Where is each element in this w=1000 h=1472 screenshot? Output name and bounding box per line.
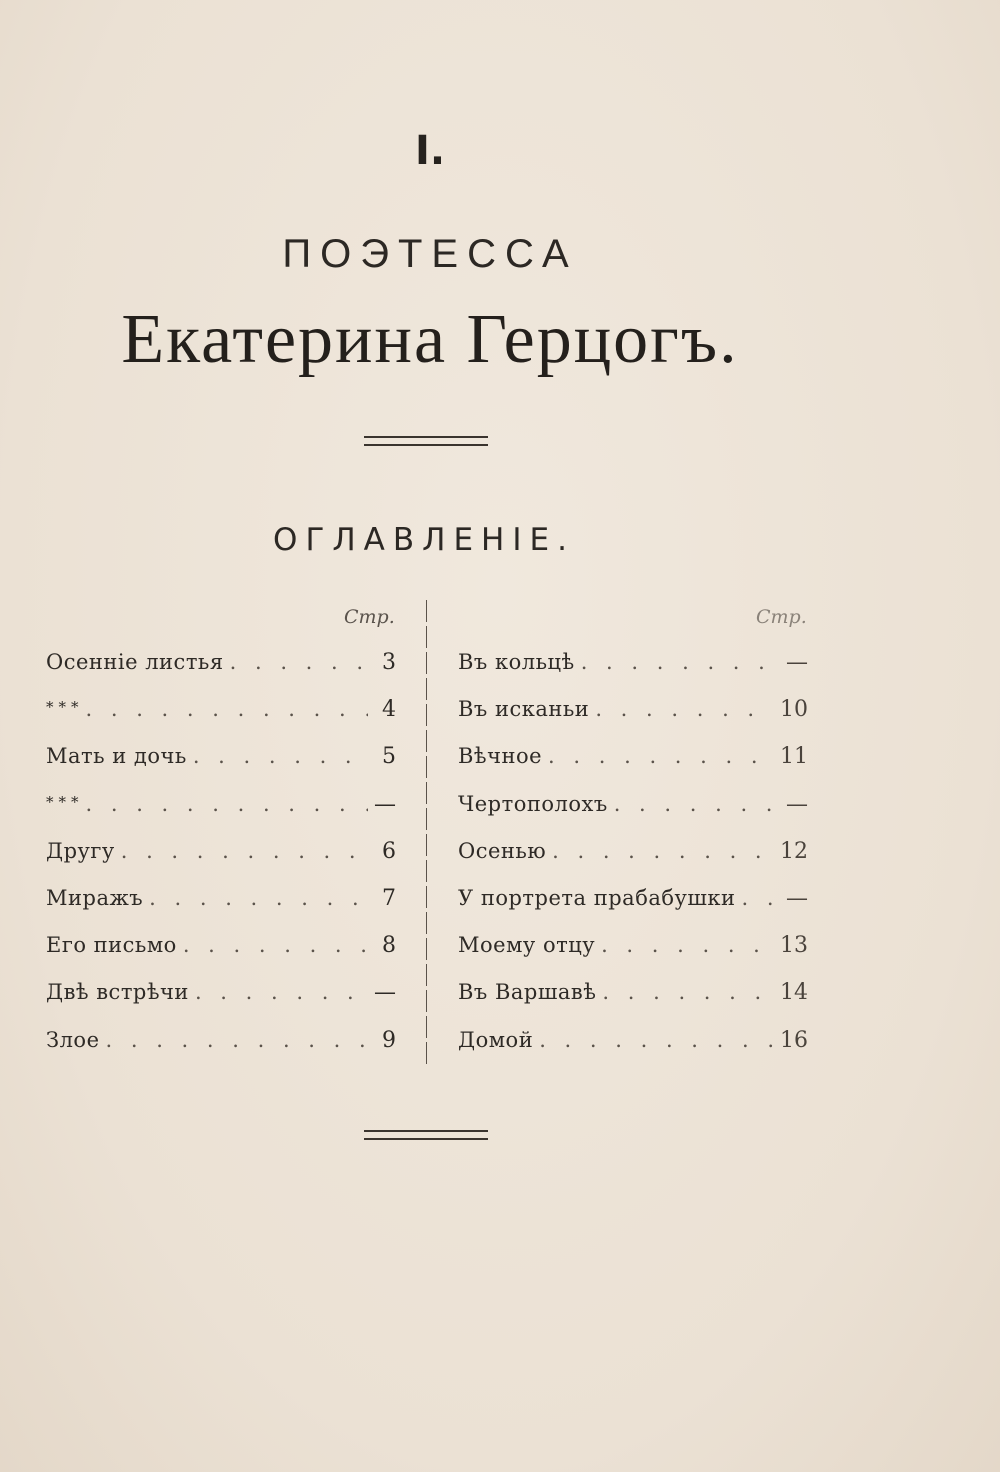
toc-entry bbox=[46, 650, 396, 697]
leader-dots bbox=[106, 1028, 369, 1052]
leader-dots bbox=[86, 697, 369, 721]
toc-entry-page: — bbox=[786, 650, 808, 675]
toc-entry bbox=[458, 933, 808, 980]
author-name: Екатерина Герцогъ. bbox=[121, 301, 739, 378]
toc-entry-page: 14 bbox=[780, 980, 808, 1006]
toc-entry-title: Осенью bbox=[458, 838, 547, 863]
toc-entry-page: 3 bbox=[382, 650, 396, 675]
toc-entry-title: Злое bbox=[46, 1027, 100, 1052]
contents-title: ОГЛАВЛЕНІЕ. bbox=[273, 522, 575, 558]
toc-entry bbox=[458, 980, 808, 1027]
leader-dots bbox=[548, 744, 774, 768]
toc-entry bbox=[46, 933, 396, 980]
toc-entry-title: Чертополохъ bbox=[458, 791, 608, 816]
toc-entry-page: — bbox=[786, 885, 808, 911]
toc-entry bbox=[46, 839, 396, 886]
toc-entry-title: Его письмо bbox=[46, 933, 177, 958]
toc-left-column bbox=[46, 650, 396, 1120]
leader-dots bbox=[595, 697, 774, 721]
toc-entry-page: 6 bbox=[382, 838, 396, 864]
leader-dots bbox=[195, 980, 368, 1004]
section-number: I. bbox=[414, 128, 446, 174]
toc-entry bbox=[46, 697, 396, 744]
leader-dots bbox=[230, 650, 368, 674]
toc-entry-title: Въ кольцѣ bbox=[458, 650, 575, 674]
toc-entry bbox=[46, 792, 396, 839]
double-rule-bottom bbox=[364, 1130, 488, 1140]
toc-entry-page: — bbox=[374, 980, 396, 1006]
toc-entry-title: Другу bbox=[46, 838, 115, 863]
toc-entry bbox=[458, 1028, 808, 1075]
leader-dots bbox=[742, 886, 780, 910]
leader-dots bbox=[149, 886, 368, 910]
toc-entry-title: Моему отцу bbox=[458, 933, 596, 958]
page-column-label-left: Стр. bbox=[344, 606, 395, 628]
toc-entry-title: Въ Варшавѣ bbox=[458, 980, 597, 1005]
leader-dots bbox=[539, 1028, 774, 1052]
toc-entry-page: 12 bbox=[780, 838, 808, 864]
toc-entry bbox=[458, 697, 808, 744]
toc-entry-title: Мать и дочь bbox=[46, 744, 187, 769]
column-divider bbox=[426, 600, 427, 1068]
leader-dots bbox=[121, 839, 368, 863]
toc-entry-page: 4 bbox=[382, 697, 396, 723]
toc-entry-page: 8 bbox=[382, 933, 396, 959]
toc-entry bbox=[458, 744, 808, 791]
toc-entry-page: — bbox=[786, 791, 808, 817]
leader-dots bbox=[614, 792, 780, 816]
toc-entry bbox=[458, 792, 808, 839]
toc-entry-title: Осенніе листья bbox=[46, 650, 224, 674]
toc-entry-title: Въ исканьи bbox=[458, 697, 590, 722]
toc-entry bbox=[458, 839, 808, 886]
toc-entry-title: * * * bbox=[46, 792, 80, 811]
toc-entry-page: 11 bbox=[780, 744, 808, 770]
toc-entry-page: 9 bbox=[382, 1027, 396, 1053]
toc-entry bbox=[46, 980, 396, 1027]
leader-dots bbox=[602, 980, 774, 1004]
toc-entry bbox=[458, 650, 808, 697]
leader-dots bbox=[552, 839, 774, 863]
toc-entry bbox=[46, 744, 396, 791]
leader-dots bbox=[183, 933, 368, 957]
toc-entry-title: Двѣ встрѣчи bbox=[46, 980, 189, 1005]
leader-dots bbox=[581, 650, 780, 674]
toc-entry-page: 7 bbox=[382, 885, 396, 911]
leader-dots bbox=[86, 792, 369, 816]
author-subtitle: ПОЭТЕССА bbox=[282, 232, 578, 276]
toc-entry bbox=[458, 886, 808, 933]
toc-entry-title: * * * bbox=[46, 698, 80, 717]
toc-entry-page: 10 bbox=[780, 697, 808, 723]
toc-entry bbox=[46, 886, 396, 933]
toc-entry-page: 16 bbox=[780, 1027, 808, 1053]
page-column-label-right: Стр. bbox=[756, 606, 807, 628]
toc-entry-page: 13 bbox=[780, 933, 808, 959]
toc-entry bbox=[46, 1028, 396, 1075]
double-rule-top bbox=[364, 436, 488, 446]
toc-entry-page: — bbox=[374, 791, 396, 817]
toc-entry-page: 5 bbox=[382, 744, 396, 770]
leader-dots bbox=[193, 744, 368, 768]
leader-dots bbox=[601, 933, 774, 957]
toc-right-column bbox=[458, 650, 808, 1120]
toc-entry-title: Домой bbox=[458, 1027, 534, 1052]
toc-entry-title: Миражъ bbox=[46, 885, 144, 910]
toc-entry-title: У портрета прабабушки bbox=[458, 885, 736, 910]
toc-entry-title: Вѣчное bbox=[458, 744, 543, 769]
